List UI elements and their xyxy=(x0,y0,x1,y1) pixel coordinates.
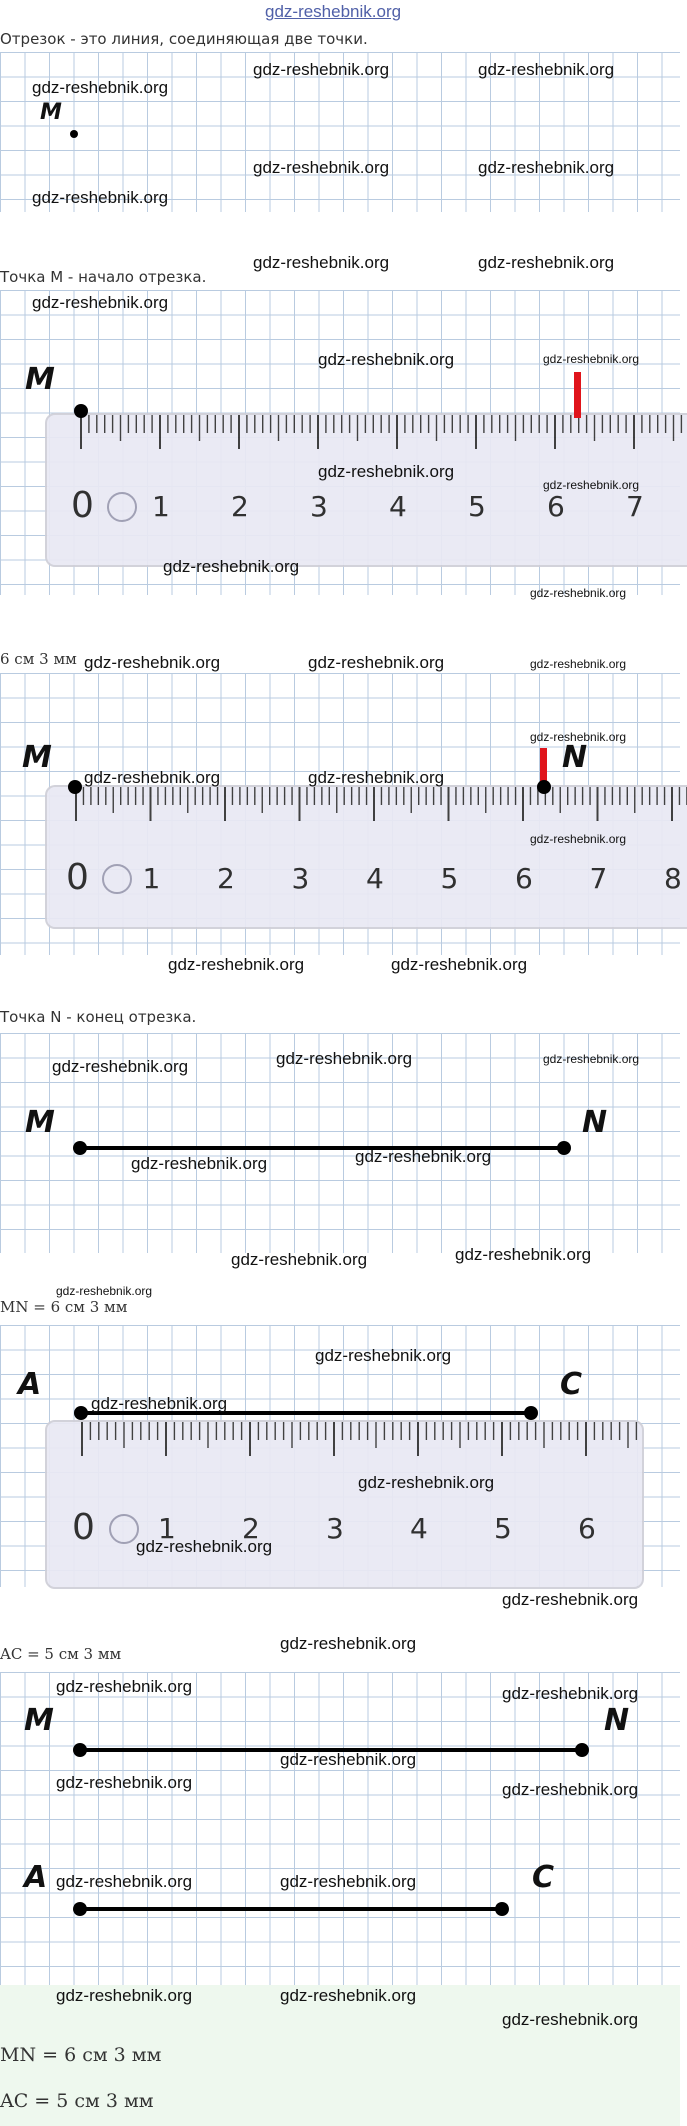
point-label-a: A xyxy=(24,1860,48,1895)
watermark: gdz-reshebnik.org xyxy=(502,1780,639,1799)
point-label-n: N xyxy=(562,740,588,775)
point-label-c: C xyxy=(532,1860,555,1895)
watermark: gdz-reshebnik.org xyxy=(253,60,390,79)
ruler-number: 6 xyxy=(515,861,533,895)
watermark: gdz-reshebnik.org xyxy=(318,462,455,481)
ruler-number: 0 xyxy=(66,856,89,898)
watermark: gdz-reshebnik.org xyxy=(91,1394,228,1413)
watermark: gdz-reshebnik.org xyxy=(543,478,640,492)
point-m xyxy=(73,1743,87,1757)
ruler xyxy=(45,1420,644,1589)
ruler-number: 5 xyxy=(440,861,459,895)
grid-panel-6 xyxy=(0,1672,680,1985)
watermark: gdz-reshebnik.org xyxy=(315,1346,452,1365)
point-n xyxy=(557,1141,571,1155)
ruler-number: 2 xyxy=(217,861,235,895)
ruler-number: 7 xyxy=(626,489,644,523)
watermark: gdz-reshebnik.org xyxy=(478,60,615,79)
watermark: gdz-reshebnik.org xyxy=(163,557,300,576)
watermark: gdz-reshebnik.org xyxy=(56,1986,193,2005)
point-label-a: A xyxy=(18,1367,42,1402)
watermark: gdz-reshebnik.org xyxy=(502,2010,639,2029)
ruler-number: 0 xyxy=(71,484,94,526)
result-ac: AC = 5 см 3 мм xyxy=(0,2090,154,2112)
caption-length: 6 см 3 мм xyxy=(0,650,77,668)
length-mark xyxy=(574,372,581,418)
watermark: gdz-reshebnik.org xyxy=(56,1773,193,1792)
ruler xyxy=(45,785,687,929)
watermark: gdz-reshebnik.org xyxy=(231,1250,368,1269)
watermark: gdz-reshebnik.org xyxy=(478,158,615,177)
watermark: gdz-reshebnik.org xyxy=(32,188,169,207)
ruler-number: 4 xyxy=(410,1511,428,1545)
point-a xyxy=(73,1902,87,1916)
watermark: gdz-reshebnik.org xyxy=(530,586,627,600)
watermark: gdz-reshebnik.org xyxy=(502,1590,639,1609)
ruler-number: 4 xyxy=(389,489,407,523)
point-label-c: C xyxy=(560,1367,583,1402)
ruler-number: 7 xyxy=(589,861,608,895)
segment-mn xyxy=(80,1146,564,1150)
watermark: gdz-reshebnik.org xyxy=(543,1052,640,1066)
watermark: gdz-reshebnik.org xyxy=(280,1986,417,2005)
point-label-n: N xyxy=(604,1703,630,1738)
watermark: gdz-reshebnik.org xyxy=(355,1147,492,1166)
ruler-number: 6 xyxy=(578,1511,596,1545)
watermark: gdz-reshebnik.org xyxy=(280,1634,417,1653)
watermark: gdz-reshebnik.org xyxy=(308,653,445,672)
watermark: gdz-reshebnik.org xyxy=(358,1473,495,1492)
ruler-number: 6 xyxy=(547,489,565,523)
watermark: gdz-reshebnik.org xyxy=(32,78,169,97)
point-label-n: N xyxy=(582,1105,608,1140)
point-a xyxy=(74,1406,88,1420)
ruler-number: 3 xyxy=(291,861,310,895)
segment-ac xyxy=(80,1907,502,1911)
watermark: gdz-reshebnik.org xyxy=(56,1677,193,1696)
ruler-number: 5 xyxy=(468,489,486,523)
watermark: gdz-reshebnik.org xyxy=(280,1750,417,1769)
watermark: gdz-reshebnik.org xyxy=(253,253,390,272)
ruler-number: 3 xyxy=(310,489,328,523)
watermark: gdz-reshebnik.org xyxy=(543,352,640,366)
point-c xyxy=(495,1902,509,1916)
watermark: gdz-reshebnik.org xyxy=(84,653,221,672)
point-label-m: M xyxy=(40,100,62,125)
ruler-number: 2 xyxy=(242,1511,260,1545)
watermark: gdz-reshebnik.org xyxy=(253,158,390,177)
point-label-m: M xyxy=(25,1105,55,1140)
point-label-m: M xyxy=(25,362,55,397)
point-n xyxy=(537,780,551,794)
caption-ac: AC = 5 см 3 мм xyxy=(0,1645,122,1663)
watermark: gdz-reshebnik.org xyxy=(530,657,627,671)
caption-mn: MN = 6 см 3 мм xyxy=(0,1298,128,1316)
watermark: gdz-reshebnik.org xyxy=(56,1872,193,1891)
point-label-m: M xyxy=(22,740,52,775)
watermark: gdz-reshebnik.org xyxy=(530,730,627,744)
caption-start: Точка М - начало отрезка. xyxy=(0,268,207,286)
ruler-number: 3 xyxy=(326,1511,344,1545)
point-m xyxy=(68,780,82,794)
header-watermark[interactable]: gdz-reshebnik.org xyxy=(265,2,402,21)
ruler-number: 1 xyxy=(158,1511,176,1545)
watermark: gdz-reshebnik.org xyxy=(56,1284,153,1298)
length-mark xyxy=(540,748,547,784)
result-mn: MN = 6 см 3 мм xyxy=(0,2044,162,2066)
watermark: gdz-reshebnik.org xyxy=(280,1872,417,1891)
watermark: gdz-reshebnik.org xyxy=(168,955,305,974)
point-c xyxy=(524,1406,538,1420)
ruler-number: 8 xyxy=(664,861,682,895)
caption-end: Точка N - конец отрезка. xyxy=(0,1008,197,1026)
watermark: gdz-reshebnik.org xyxy=(52,1057,189,1076)
ruler-number: 1 xyxy=(152,489,170,523)
caption-intro: Отрезок - это линия, соединяющая две точки. xyxy=(0,30,368,48)
ruler-number: 0 xyxy=(72,1506,95,1548)
ruler-number: 5 xyxy=(494,1511,512,1545)
point-label-m: M xyxy=(24,1703,54,1738)
watermark: gdz-reshebnik.org xyxy=(502,1684,639,1703)
ruler-number: 1 xyxy=(142,861,161,895)
point-m xyxy=(73,1141,87,1155)
watermark: gdz-reshebnik.org xyxy=(455,1245,592,1264)
watermark: gdz-reshebnik.org xyxy=(131,1154,268,1173)
ruler-number: 4 xyxy=(366,861,384,895)
watermark: gdz-reshebnik.org xyxy=(478,253,615,272)
watermark: gdz-reshebnik.org xyxy=(530,832,627,846)
watermark: gdz-reshebnik.org xyxy=(136,1537,273,1556)
point-n xyxy=(575,1743,589,1757)
watermark: gdz-reshebnik.org xyxy=(308,768,445,787)
point-m xyxy=(70,130,78,138)
point-m xyxy=(74,404,88,418)
watermark: gdz-reshebnik.org xyxy=(276,1049,413,1068)
watermark: gdz-reshebnik.org xyxy=(318,350,455,369)
ruler-number: 2 xyxy=(231,489,249,523)
watermark: gdz-reshebnik.org xyxy=(391,955,528,974)
watermark: gdz-reshebnik.org xyxy=(84,768,221,787)
watermark: gdz-reshebnik.org xyxy=(32,293,169,312)
